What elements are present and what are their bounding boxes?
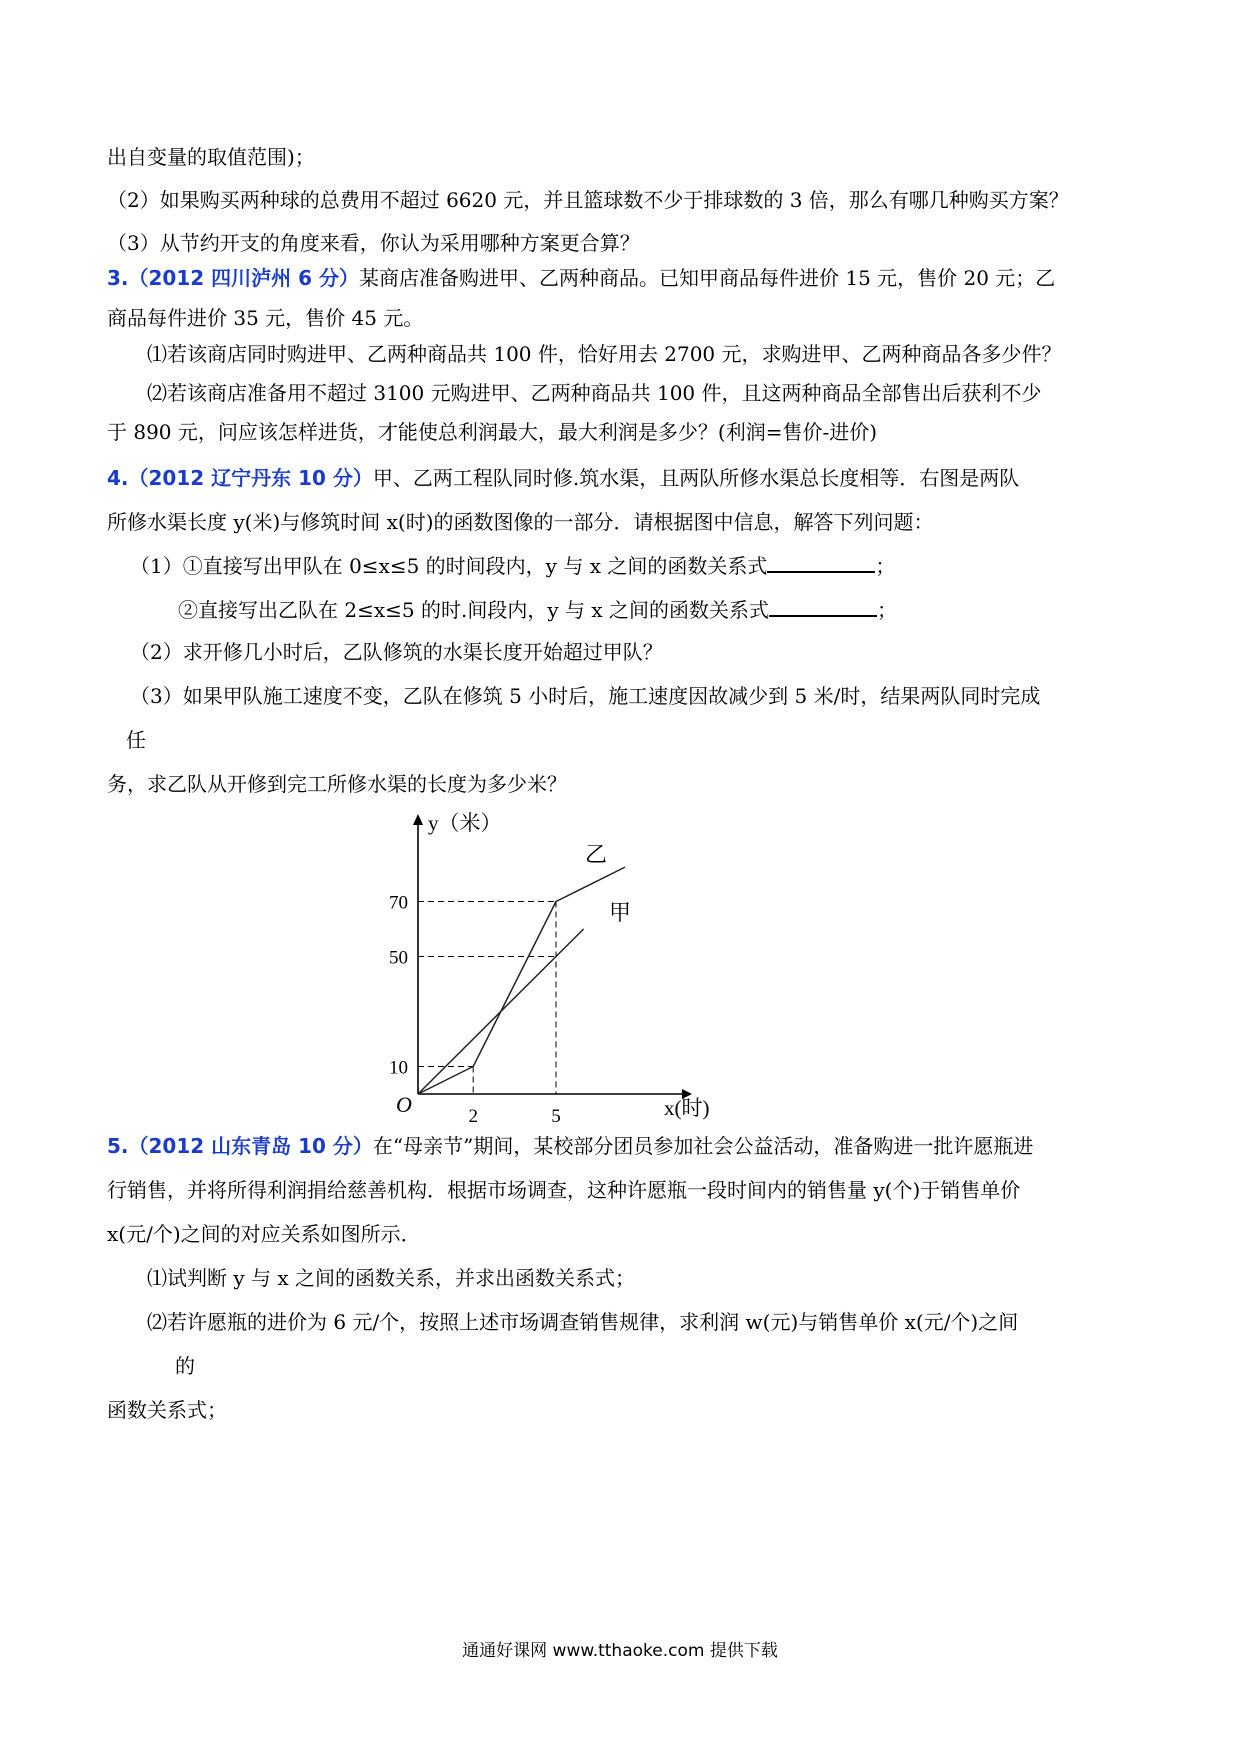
x-axis-label: x(时): [664, 1096, 710, 1120]
y-axis-arrow: [413, 814, 423, 825]
text-line: 商品每件进价 35 元，售价 45 元。: [107, 306, 424, 330]
y-tick-label: 50: [389, 947, 408, 969]
question-text: ②直接写出乙队在 2≤x≤5 的时.间段内，y 与 x 之间的函数关系式: [178, 598, 769, 622]
text-line: 务，求乙队从开修到完工所修水渠的长度为多少米？: [107, 772, 567, 796]
y-axis-label: y（米）: [428, 811, 502, 835]
text-line: 任: [126, 728, 146, 752]
page-footer: 通通好课网 www.tthaoke.com 提供下载: [462, 1641, 778, 1661]
text-line: 于 890 元，问应该怎样进货，才能使总利润最大，最大利润是多少？(利润=售价-进价): [107, 420, 878, 444]
origin-label: O: [396, 1092, 412, 1117]
question-5-heading: [107, 1132, 1033, 1160]
x-tick-label: 5: [551, 1106, 561, 1127]
question-4-heading: [107, 464, 1019, 492]
question-2-part-3: （3）从节约开支的角度来看，你认为采用哪种方案更合算？: [107, 231, 640, 255]
series-label-yi: 乙: [584, 842, 608, 867]
answer-blank[interactable]: [767, 553, 875, 573]
text-line: 行销售，并将所得利润捐给慈善机构．根据市场调查，这种许愿瓶一段时间内的销售量 y(个)于销售单价: [107, 1178, 1021, 1202]
question-4-part-1a: [130, 552, 895, 580]
x-tick-label: 2: [468, 1106, 478, 1127]
question-number: 4.: [107, 466, 129, 490]
question-source: （2012 山东青岛 10 分）: [128, 1134, 373, 1158]
question-number: 3.: [107, 266, 129, 290]
question-2-part-2: （2）如果购买两种球的总费用不超过 6620 元，并且篮球数不少于排球数的 3 倍，那么有哪几种购买方案？: [107, 188, 1069, 212]
question-3-part-1: ⑴若该商店同时购进甲、乙两种商品共 100 件，恰好用去 2700 元，求购进甲、乙两种商品各多少件？: [147, 342, 1062, 366]
punctuation: ；: [875, 554, 896, 578]
y-tick-label: 10: [389, 1057, 408, 1079]
question-5-part-1: ⑴试判断 y 与 x 之间的函数关系，并求出函数关系式；: [147, 1266, 636, 1290]
text-line: 出自变量的取值范围)；: [107, 145, 315, 169]
question-number: 5.: [107, 1134, 129, 1158]
question-3-part-2: ⑵若该商店准备用不超过 3100 元购进甲、乙两种商品共 100 件，且这两种商品全部售出后获利不少: [147, 381, 1042, 405]
question-4-part-3: （3）如果甲队施工速度不变，乙队在修筑 5 小时后，施工速度因故减少到 5 米/时，结果两队同时完成: [130, 684, 1041, 708]
question-source: （2012 辽宁丹东 10 分）: [128, 466, 373, 490]
question-text: 某商店准备购进甲、乙两种商品。已知甲商品每件进价 15 元，售价 20 元；乙: [358, 266, 1056, 290]
question-source: （2012 四川泸州 6 分）: [128, 266, 359, 290]
chart: [0, 800, 1240, 1140]
question-4-part-1b: [178, 596, 897, 624]
text-line: 所修水渠长度 y(米)与修筑时间 x(时)的函数图像的一部分．请根据图中信息，解答下列问题：: [107, 510, 934, 534]
question-text: 在“母亲节”期间，某校部分团员参加社会公益活动，准备购进一批许愿瓶进: [372, 1134, 1034, 1158]
text-line: x(元/个)之间的对应关系如图所示．: [107, 1222, 421, 1246]
answer-blank[interactable]: [769, 597, 877, 617]
y-tick-label: 70: [389, 892, 408, 914]
punctuation: ；: [876, 598, 897, 622]
question-3-heading: [107, 264, 1055, 292]
series-label-jia: 甲: [608, 900, 632, 925]
question-text: （1）①直接写出甲队在 0≤x≤5 的时间段内，y 与 x 之间的函数关系式: [130, 554, 768, 578]
question-4-part-2: （2）求开修几小时后，乙队修筑的水渠长度开始超过甲队？: [130, 640, 663, 664]
question-5-part-2: ⑵若许愿瓶的进价为 6 元/个，按照上述市场调查销售规律，求利润 w(元)与销售单价 x(元/个)之间: [147, 1310, 1019, 1334]
text-line: 的: [175, 1354, 195, 1378]
question-text: 甲、乙两工程队同时修.筑水渠，且两队所修水渠总长度相等．右图是两队: [372, 466, 1020, 490]
text-line: 函数关系式；: [107, 1398, 227, 1422]
